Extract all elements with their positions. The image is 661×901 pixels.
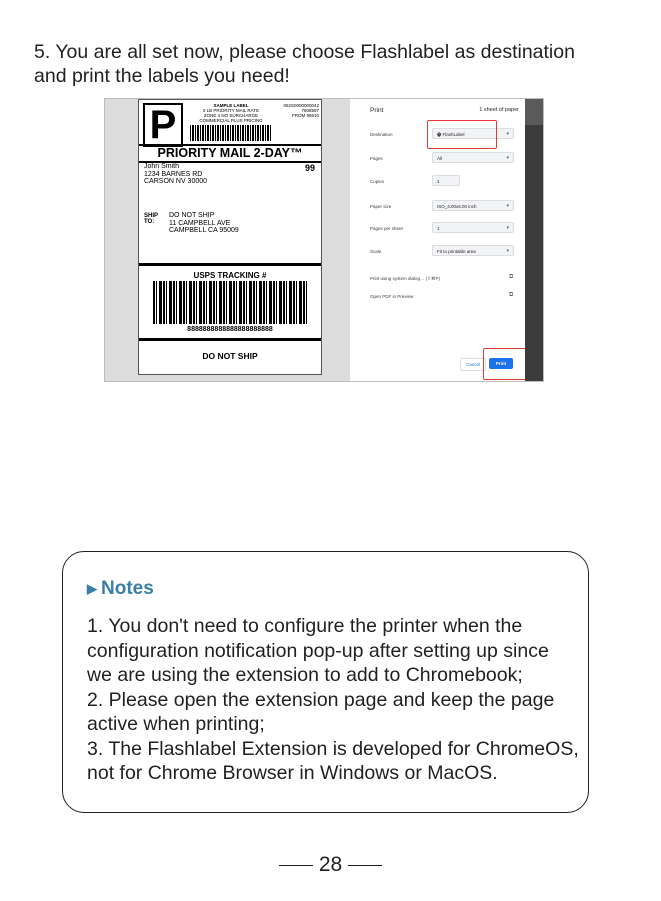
sheet-count: 1 sheet of paper [479,107,519,113]
to-line: DO NOT SHIP [169,212,215,219]
from-line: CARSON NV 30000 [144,178,208,185]
printer-icon: 🖶 [437,132,443,137]
zone-code: 99 [304,163,315,173]
notes-line: 3. The Flashlabel Extension is developed for ChromeOS, [87,737,579,760]
code-line: 062S0000000042 [283,103,319,108]
small-barcode [190,125,272,141]
label-footer: DO NOT SHIP [139,338,321,376]
destination-highlight [427,120,497,149]
tracking-barcode [153,281,307,324]
chevron-down-icon: ▾ [506,203,509,209]
paper-size-label: Paper size [370,204,392,209]
paper-size-value: ISO_4.00x6.00 inch [437,204,477,209]
pages-per-sheet-select[interactable] [432,222,514,233]
code-block [279,103,319,118]
from-address [144,163,207,186]
chevron-down-icon: ▾ [506,248,509,254]
notes-box [62,551,589,813]
notes-line: we are using the extension to add to Chromebook; [87,664,523,686]
sample-line: ZONE 4 NO SURCHARGE [203,113,259,118]
print-button[interactable]: Print [489,358,513,369]
tracking-title: USPS TRACKING # [139,263,321,280]
screenshot-figure [104,98,544,382]
notes-line: 1. You don't need to configure the printer when the [87,615,523,637]
print-settings-panel [350,99,525,381]
label-preview-area [105,99,350,381]
system-dialog-link[interactable]: Print using system dialog… (⇧⌘P) [370,276,441,281]
from-line: John Smith [144,163,180,170]
ship-to-word: SHIP [144,213,159,219]
copies-value: 1 [437,179,440,184]
sample-line: COMMERCIAL PLUS PRICING [199,118,263,123]
scale-label: Scale [370,249,382,254]
intro-text [34,40,634,88]
pages-label: Pages [370,156,383,161]
intro-line-1: 5. You are all set now, please choose Flashlabel as destination [34,41,575,63]
ship-to-word: TO: [144,219,155,225]
notes-body [87,614,577,786]
notes-line: not for Chrome Browser in Windows or MacOS. [87,762,498,784]
page-number [0,853,661,877]
pages-per-sheet-label: Pages per sheet [370,226,403,231]
external-link-icon[interactable]: ⧉ [509,292,514,298]
scale-select[interactable] [432,245,514,256]
notes-line: 2. Please open the extension page and keep the page [87,688,555,711]
destination-value: FlashLabel [442,132,465,137]
external-link-icon[interactable]: ⧉ [509,274,514,280]
pages-select[interactable] [432,152,514,163]
notes-line: configuration notification pop-up after setting up since [87,639,549,662]
page-number-text: 28 [318,853,343,876]
copies-label: Copies [370,179,385,184]
chevron-down-icon: ▾ [506,155,509,161]
print-button-highlight [483,348,527,380]
code-line: FROM 98610 [291,113,319,118]
from-line: 1234 BARNES RD [144,170,203,178]
sample-line: SAMPLE LABEL [213,103,249,108]
sample-block [191,103,271,123]
tracking-number: 8888888888888888888888 [187,326,273,333]
scrollbar[interactable] [525,99,543,381]
chevron-down-icon: ▾ [506,225,509,231]
scale-value: Fit to printable area [437,249,476,254]
destination-label: Destination [370,132,393,137]
priority-p-logo: P [143,103,183,147]
service-title: PRIORITY MAIL 2-DAY™ [139,144,321,163]
dash-right [348,865,382,866]
pages-per-sheet-value: 1 [437,226,440,231]
notes-heading [87,578,154,600]
notes-line: active when printing; [87,713,265,735]
scrollbar-thumb[interactable] [525,99,543,125]
dash-left [279,865,313,866]
copies-input[interactable] [432,175,460,186]
triangle-right-icon: ▶ [87,581,97,596]
ship-to-label [144,213,158,225]
to-address [169,212,239,235]
notes-title: Notes [101,578,154,599]
paper-size-select[interactable] [432,200,514,211]
cancel-button[interactable]: Cancel [460,358,486,371]
pages-value: All [437,156,443,161]
to-line: CAMPBELL CA 95009 [169,227,239,234]
chevron-down-icon: ▾ [506,131,509,137]
print-dialog-title: Print [370,107,384,114]
open-pdf-link[interactable]: Open PDF in Preview [370,294,414,299]
to-line: 11 CAMPBELL AVE [169,219,231,227]
sample-line: 0 LB PRIORITY MAIL RATE [202,108,260,113]
code-line: 7808597 [301,108,319,113]
intro-line-2: and print the labels you need! [34,65,290,87]
shipping-label [138,99,322,375]
